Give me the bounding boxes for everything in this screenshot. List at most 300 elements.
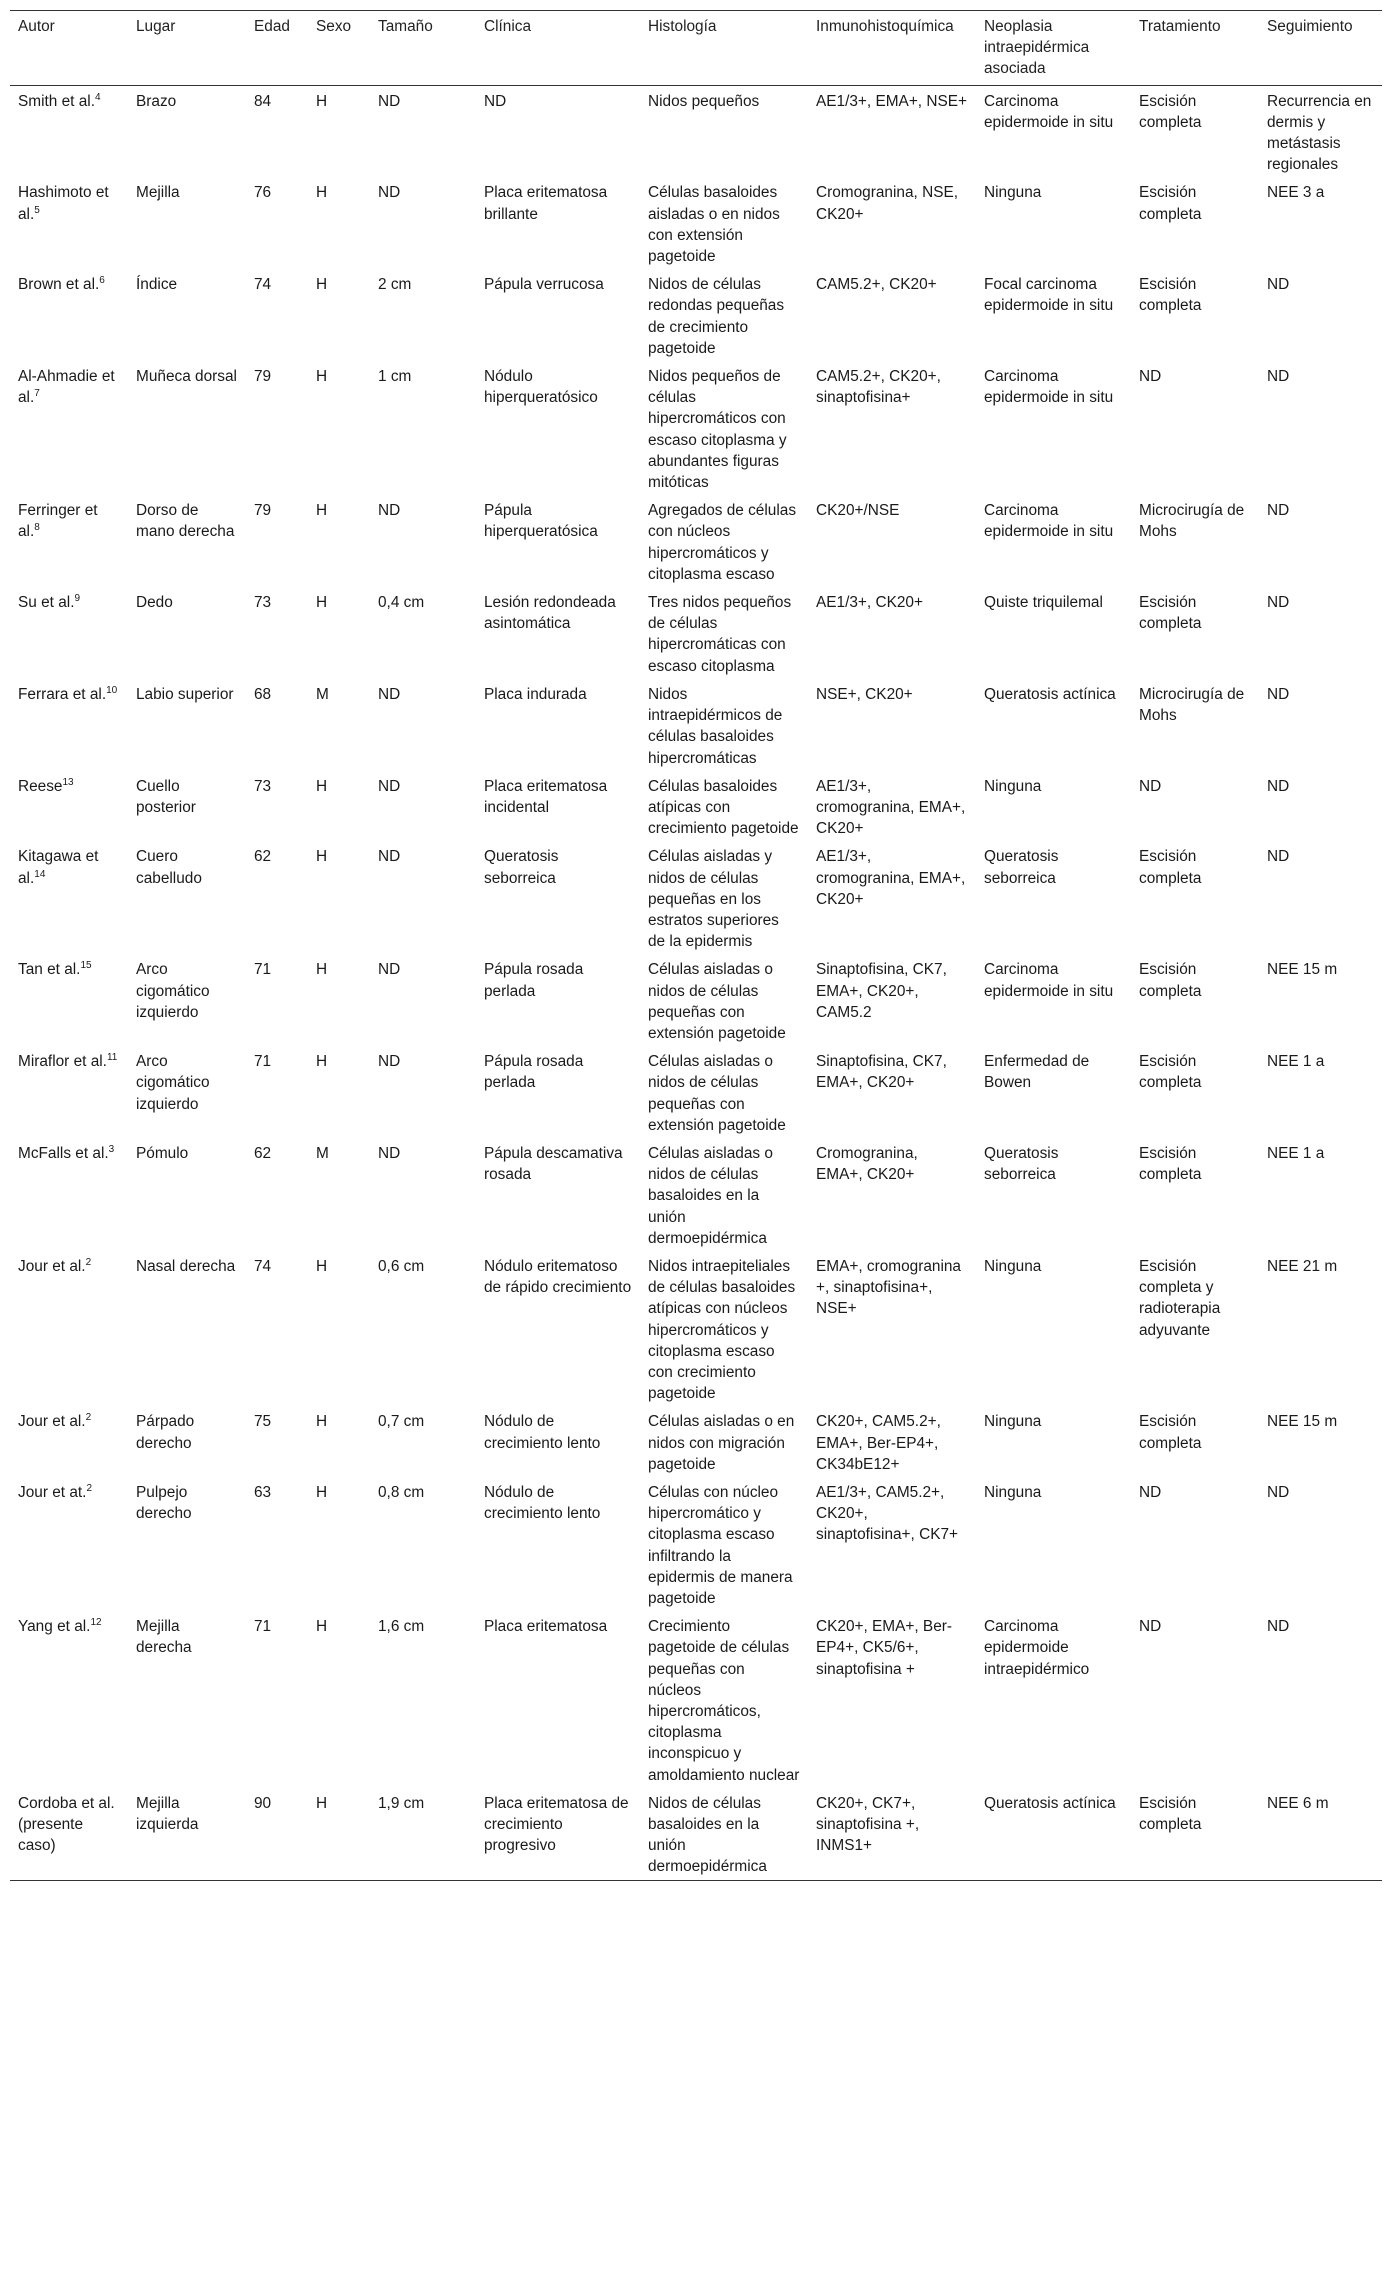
cell-edad-text: 62 (254, 848, 272, 866)
cell-clinica (476, 587, 640, 679)
cell-histologia (640, 587, 808, 679)
table-row (10, 177, 1382, 269)
cell-neoplasia (976, 679, 1131, 771)
cell-inmunohistoquimica (808, 1046, 976, 1138)
cell-autor (10, 361, 128, 495)
cell-lugar (128, 1138, 246, 1251)
cell-autor-text: Ferringer et al. (18, 502, 98, 541)
cell-histologia (640, 1477, 808, 1611)
cell-sexo-text: H (316, 502, 328, 520)
cell-lugar-text: Arco cigomático izquierdo (136, 961, 210, 1021)
reference-number: 5 (34, 204, 40, 216)
reference-number: 15 (80, 960, 92, 972)
cell-lugar (128, 771, 246, 842)
reference-number: 13 (62, 776, 74, 788)
cell-histologia-text: Células aisladas o nidos de células pequeñas con extensión pagetoide (648, 961, 786, 1042)
cell-tratamiento-text: Escisión completa (1139, 276, 1202, 315)
cell-autor (10, 771, 128, 842)
cell-autor-text: Reese (18, 777, 63, 795)
cell-tamano-text: ND (378, 685, 401, 703)
cell-edad (246, 1138, 308, 1251)
cell-tamano-text: ND (378, 848, 401, 866)
cell-clinica-text: Placa eritematosa incidental (484, 777, 608, 816)
cell-sexo-text: H (316, 368, 328, 386)
cell-sexo-text: H (316, 848, 328, 866)
cell-histologia-text: Células basaloides aisladas o en nidos con extensión pagetoide (648, 184, 780, 266)
table-row (10, 841, 1382, 954)
cell-neoplasia (976, 495, 1131, 587)
cell-tratamiento (1131, 954, 1259, 1046)
cell-seguimiento (1259, 1046, 1382, 1138)
cell-tratamiento-text: ND (1139, 777, 1162, 795)
cell-inmunohistoquimica-text: CK20+, EMA+, Ber-EP4+, CK5/6+, sinaptofisina + (816, 1618, 953, 1678)
cell-seguimiento-text: Recurrencia en dermis y metástasis regionales (1267, 92, 1372, 174)
col-header-tamano: Tamaño (378, 18, 433, 35)
cell-inmunohistoquimica (808, 771, 976, 842)
cell-inmunohistoquimica-text: AE1/3+, EMA+, NSE+ (816, 92, 967, 110)
col-header-tratamiento: Tratamiento (1139, 18, 1221, 35)
cell-autor (10, 269, 128, 361)
cell-histologia-text: Nidos intraepidérmicos de células basaloides hipercromáticas (648, 685, 783, 767)
cell-neoplasia-text: Carcinoma epidermoide in situ (984, 502, 1114, 541)
cell-lugar (128, 587, 246, 679)
cell-histologia (640, 361, 808, 495)
table-row (10, 361, 1382, 495)
cell-sexo-text: H (316, 961, 328, 979)
cell-tratamiento (1131, 841, 1259, 954)
cell-tamano (370, 841, 476, 954)
cell-sexo (308, 1406, 370, 1477)
cell-edad (246, 1251, 308, 1406)
cell-autor (10, 1138, 128, 1251)
cell-inmunohistoquimica (808, 841, 976, 954)
cell-lugar-text: Muñeca dorsal (136, 368, 237, 386)
cell-inmunohistoquimica-text: AE1/3+, cromogranina, EMA+, CK20+ (816, 848, 966, 908)
cell-neoplasia (976, 177, 1131, 269)
cell-autor-text: Jour et at. (18, 1484, 87, 1501)
cell-inmunohistoquimica (808, 679, 976, 771)
cell-inmunohistoquimica-text: Sinaptofisina, CK7, EMA+, CK20+, CAM5.2 (816, 961, 947, 1021)
cell-neoplasia-text: Enfermedad de Bowen (984, 1053, 1090, 1092)
cell-clinica-text: Pápula hiperqueratósica (484, 502, 598, 541)
cell-seguimiento (1259, 1611, 1382, 1788)
cell-sexo-text: H (316, 1053, 328, 1071)
cell-histologia (640, 841, 808, 954)
cell-tamano (370, 1788, 476, 1880)
cell-sexo (308, 1138, 370, 1251)
cell-neoplasia-text: Queratosis seborreica (984, 1144, 1059, 1184)
cell-histologia (640, 679, 808, 771)
cell-tamano-text: ND (378, 184, 401, 202)
cell-tratamiento-text: Escisión completa (1139, 184, 1202, 223)
cell-sexo (308, 1046, 370, 1138)
cell-seguimiento-text: ND (1267, 502, 1290, 520)
cell-clinica (476, 1611, 640, 1788)
cell-neoplasia-text: Ninguna (984, 1413, 1042, 1431)
reference-number: 2 (85, 1412, 92, 1424)
cell-seguimiento-text: NEE 1 a (1267, 1053, 1325, 1071)
cell-histologia (640, 1406, 808, 1477)
cell-seguimiento-text: ND (1267, 685, 1290, 703)
cell-edad (246, 269, 308, 361)
reference-number: 8 (34, 522, 40, 534)
cell-tratamiento-text: ND (1139, 368, 1162, 386)
cell-tamano (370, 1251, 476, 1406)
cell-tratamiento-text: Escisión completa (1139, 1413, 1202, 1452)
cell-lugar-text: Dedo (136, 594, 173, 612)
cell-tratamiento-text: Escisión completa (1139, 848, 1202, 887)
cell-histologia (640, 1251, 808, 1406)
cell-tratamiento (1131, 771, 1259, 842)
col-header-clinica: Clínica (484, 18, 532, 35)
cell-lugar (128, 954, 246, 1046)
table-row (10, 85, 1382, 177)
cell-tratamiento (1131, 361, 1259, 495)
cell-seguimiento-text: ND (1267, 777, 1290, 795)
cell-clinica (476, 1406, 640, 1477)
cell-clinica (476, 269, 640, 361)
cell-tratamiento (1131, 177, 1259, 269)
cell-tamano-text: ND (378, 92, 401, 110)
cell-inmunohistoquimica (808, 1788, 976, 1880)
cell-seguimiento (1259, 1138, 1382, 1251)
reference-number: 3 (108, 1143, 115, 1155)
cell-neoplasia (976, 587, 1131, 679)
cell-tratamiento-text: Escisión completa (1139, 1144, 1202, 1184)
cell-edad (246, 679, 308, 771)
cell-lugar-text: Cuello posterior (136, 777, 196, 816)
cell-lugar-text: Párpado derecho (136, 1413, 195, 1452)
cell-histologia (640, 1611, 808, 1788)
cell-sexo-text: M (316, 685, 329, 703)
cell-edad (246, 85, 308, 177)
cell-autor-text: Tan et al. (18, 961, 81, 979)
cell-histologia-text: Nidos pequeños de células hipercromáticos con escaso citoplasma y abundantes figuras mitóticas (648, 368, 787, 492)
table-row (10, 954, 1382, 1046)
cell-tamano (370, 269, 476, 361)
cell-clinica-text: Nódulo de crecimiento lento (484, 1413, 601, 1452)
cell-autor-text: Miraflor et al. (18, 1053, 107, 1071)
cell-neoplasia-text: Carcinoma epidermoide in situ (984, 961, 1114, 1000)
reference-number: 9 (74, 592, 81, 604)
reference-number: 2 (85, 1256, 92, 1268)
cell-histologia (640, 1138, 808, 1251)
cell-clinica-text: Placa eritematosa de crecimiento progresivo (484, 1794, 629, 1855)
cell-tratamiento-text: Escisión completa (1139, 594, 1202, 633)
reference-number: 12 (90, 1617, 102, 1629)
cell-clinica-text: Pápula verrucosa (484, 276, 604, 294)
cell-edad (246, 954, 308, 1046)
cell-inmunohistoquimica-text: CK20+/NSE (816, 502, 900, 520)
cell-autor (10, 495, 128, 587)
cell-edad-text: 79 (254, 502, 272, 520)
cell-neoplasia (976, 1611, 1131, 1788)
cell-edad-text: 71 (254, 1053, 272, 1071)
cell-neoplasia-text: Ninguna (984, 184, 1042, 202)
cell-autor (10, 679, 128, 771)
cell-edad-text: 74 (254, 276, 272, 294)
cell-seguimiento-text: ND (1267, 848, 1290, 866)
cell-inmunohistoquimica (808, 361, 976, 495)
cell-seguimiento-text: NEE 15 m (1267, 1413, 1338, 1431)
table-row (10, 495, 1382, 587)
cell-lugar (128, 679, 246, 771)
cell-edad-text: 76 (254, 184, 272, 202)
cell-neoplasia-text: Carcinoma epidermoide intraepidérmico (984, 1618, 1090, 1678)
cell-tamano (370, 771, 476, 842)
cell-autor-text: Hashimoto et al. (18, 184, 109, 223)
cell-tamano-text: ND (378, 502, 401, 520)
cell-autor-text: Kitagawa et al. (18, 848, 99, 887)
cell-inmunohistoquimica (808, 1251, 976, 1406)
cell-tratamiento (1131, 495, 1259, 587)
cell-sexo (308, 495, 370, 587)
reference-number: 10 (106, 684, 118, 696)
col-header-sexo: Sexo (316, 18, 352, 35)
cell-lugar-text: Pulpejo derecho (136, 1484, 192, 1523)
cell-tamano-text: ND (378, 1144, 401, 1162)
table-body (10, 85, 1382, 1880)
cell-tratamiento (1131, 1406, 1259, 1477)
cell-clinica-text: Queratosis seborreica (484, 848, 559, 887)
cell-edad-text: 68 (254, 685, 272, 703)
cell-autor-text: Jour et al. (18, 1413, 86, 1431)
cell-tratamiento (1131, 1477, 1259, 1611)
cell-histologia (640, 771, 808, 842)
cell-seguimiento-text: ND (1267, 1484, 1290, 1501)
cell-tamano-text: 0,6 cm (378, 1257, 425, 1275)
col-header-neoplasia: Neoplasia intraepidérmica asociada (984, 18, 1090, 78)
table-row (10, 771, 1382, 842)
cell-clinica (476, 495, 640, 587)
cell-neoplasia-text: Ninguna (984, 1257, 1042, 1275)
cell-lugar-text: Mejilla izquierda (136, 1794, 199, 1834)
cell-histologia-text: Células aisladas o nidos de células basaloides en la unión dermoepidérmica (648, 1144, 773, 1247)
cell-seguimiento (1259, 679, 1382, 771)
cell-tratamiento-text: Microcirugía de Mohs (1139, 502, 1245, 541)
cell-autor-text: McFalls et al. (18, 1144, 109, 1162)
cell-sexo (308, 771, 370, 842)
cell-neoplasia (976, 85, 1131, 177)
cell-inmunohistoquimica-text: AE1/3+, CK20+ (816, 594, 923, 612)
cell-inmunohistoquimica (808, 1611, 976, 1788)
cell-neoplasia (976, 1138, 1131, 1251)
cell-sexo-text: H (316, 92, 328, 110)
cell-clinica-text: ND (484, 92, 507, 110)
cell-lugar-text: Mejilla derecha (136, 1618, 192, 1657)
cell-autor-text: Smith et al. (18, 92, 95, 110)
col-header-seguimiento: Seguimiento (1267, 18, 1353, 35)
cell-autor (10, 1406, 128, 1477)
cell-edad-text: 84 (254, 92, 272, 110)
cell-seguimiento (1259, 85, 1382, 177)
cell-neoplasia (976, 954, 1131, 1046)
cell-tamano-text: ND (378, 1053, 401, 1071)
cell-histologia-text: Células aisladas o nidos de células pequeñas con extensión pagetoide (648, 1053, 786, 1134)
cell-edad (246, 1477, 308, 1611)
cell-seguimiento (1259, 1788, 1382, 1880)
reference-number: 14 (34, 868, 46, 880)
reference-number: 6 (99, 275, 105, 287)
cell-neoplasia (976, 771, 1131, 842)
cell-sexo-text: H (316, 1618, 328, 1636)
table-row (10, 679, 1382, 771)
cell-lugar (128, 1788, 246, 1880)
cell-clinica-text: Placa eritematosa brillante (484, 184, 608, 223)
cell-clinica (476, 841, 640, 954)
cell-tamano (370, 1046, 476, 1138)
table-row (10, 587, 1382, 679)
cell-tamano-text: ND (378, 961, 401, 979)
cell-tamano (370, 1138, 476, 1251)
cell-seguimiento-text: NEE 3 a (1267, 184, 1325, 202)
cell-sexo (308, 269, 370, 361)
cell-edad (246, 1046, 308, 1138)
cell-edad (246, 587, 308, 679)
cell-clinica (476, 771, 640, 842)
cell-inmunohistoquimica-text: Sinaptofisina, CK7, EMA+, CK20+ (816, 1053, 947, 1092)
cell-edad-text: 73 (254, 777, 272, 795)
col-header-autor: Autor (18, 18, 55, 35)
cell-inmunohistoquimica-text: CK20+, CAM5.2+, EMA+, Ber-EP4+, CK34bE12+ (816, 1413, 941, 1473)
cell-seguimiento (1259, 1477, 1382, 1611)
cell-sexo-text: H (316, 276, 328, 294)
cell-edad (246, 1406, 308, 1477)
cell-seguimiento (1259, 495, 1382, 587)
cell-histologia-text: Nidos intraepiteliales de células basaloides atípicas con núcleos hipercromáticos y citoplasma escaso con crecimiento pagetoide (648, 1257, 796, 1403)
cell-inmunohistoquimica (808, 177, 976, 269)
cell-lugar-text: Pómulo (136, 1144, 189, 1162)
cell-tamano-text: 1 cm (378, 368, 412, 386)
reference-number: 11 (106, 1052, 118, 1064)
cell-tamano (370, 177, 476, 269)
cell-autor (10, 587, 128, 679)
cell-autor-text: Ferrara et al. (18, 685, 107, 703)
cell-autor (10, 841, 128, 954)
cell-tratamiento-text: ND (1139, 1484, 1162, 1501)
table-row (10, 1251, 1382, 1406)
cell-neoplasia-text: Carcinoma epidermoide in situ (984, 368, 1114, 407)
cell-histologia-text: Crecimiento pagetoide de células pequeñas con núcleos hipercromáticos, citoplasma inconspicuo y amoldamiento nuclear (648, 1618, 800, 1784)
cell-neoplasia (976, 1406, 1131, 1477)
cell-neoplasia (976, 1046, 1131, 1138)
reference-number: 2 (86, 1482, 93, 1494)
cell-inmunohistoquimica-text: Cromogranina, EMA+, CK20+ (816, 1144, 918, 1184)
cell-autor-text: Cordoba et al. (presente caso) (18, 1794, 115, 1855)
cell-edad (246, 1611, 308, 1788)
cell-inmunohistoquimica-text: CK20+, CK7+, sinaptofisina +, INMS1+ (816, 1794, 920, 1855)
cell-sexo-text: H (316, 1484, 328, 1501)
cell-tratamiento-text: Escisión completa y radioterapia adyuvante (1139, 1257, 1221, 1339)
cell-sexo (308, 1788, 370, 1880)
cell-autor-text: Al-Ahmadie et al. (18, 368, 115, 407)
cell-lugar (128, 177, 246, 269)
cell-tratamiento-text: Microcirugía de Mohs (1139, 685, 1245, 725)
cell-lugar (128, 495, 246, 587)
cell-lugar (128, 1611, 246, 1788)
cell-sexo-text: H (316, 1257, 328, 1275)
cell-tratamiento-text: Escisión completa (1139, 961, 1202, 1000)
cell-clinica-text: Placa eritematosa (484, 1618, 608, 1636)
cell-histologia (640, 1788, 808, 1880)
cell-sexo (308, 587, 370, 679)
cell-tratamiento (1131, 1138, 1259, 1251)
cell-autor (10, 1611, 128, 1788)
cell-inmunohistoquimica-text: AE1/3+, CAM5.2+, CK20+, sinaptofisina+, CK7+ (816, 1484, 959, 1544)
cell-seguimiento-text: NEE 1 a (1267, 1144, 1325, 1162)
cell-edad-text: 62 (254, 1144, 272, 1162)
cell-seguimiento (1259, 841, 1382, 954)
cell-clinica-text: Pápula rosada perlada (484, 1053, 584, 1092)
cell-inmunohistoquimica-text: Cromogranina, NSE, CK20+ (816, 184, 958, 223)
cell-sexo (308, 679, 370, 771)
cell-clinica (476, 1788, 640, 1880)
cell-tamano (370, 85, 476, 177)
cell-neoplasia (976, 841, 1131, 954)
cell-lugar (128, 841, 246, 954)
cell-histologia (640, 269, 808, 361)
cell-seguimiento (1259, 587, 1382, 679)
cell-autor (10, 1251, 128, 1406)
cell-tratamiento (1131, 1251, 1259, 1406)
cell-seguimiento (1259, 177, 1382, 269)
cell-tamano (370, 954, 476, 1046)
cell-edad (246, 495, 308, 587)
cell-histologia (640, 954, 808, 1046)
cell-edad-text: 73 (254, 594, 272, 612)
cell-autor (10, 85, 128, 177)
cell-sexo-text: H (316, 594, 328, 612)
cell-seguimiento-text: ND (1267, 1618, 1290, 1636)
cell-lugar-text: Cuero cabelludo (136, 848, 202, 887)
cell-clinica (476, 1046, 640, 1138)
cell-neoplasia (976, 361, 1131, 495)
cell-tratamiento (1131, 1611, 1259, 1788)
cell-neoplasia (976, 269, 1131, 361)
cell-seguimiento (1259, 1251, 1382, 1406)
cell-clinica-text: Placa indurada (484, 685, 587, 703)
cell-tamano-text: 1,9 cm (378, 1794, 425, 1812)
cell-neoplasia (976, 1477, 1131, 1611)
cell-neoplasia-text: Queratosis actínica (984, 1794, 1116, 1812)
cell-lugar (128, 1251, 246, 1406)
cell-lugar-text: Nasal derecha (136, 1257, 236, 1275)
cell-inmunohistoquimica-text: EMA+, cromogranina +, sinaptofisina+, NSE+ (816, 1257, 961, 1318)
cell-lugar-text: Dorso de mano derecha (136, 502, 235, 541)
cell-clinica-text: Nódulo de crecimiento lento (484, 1484, 601, 1523)
cell-histologia (640, 177, 808, 269)
cell-lugar (128, 1046, 246, 1138)
cell-clinica-text: Pápula descamativa rosada (484, 1144, 623, 1184)
cell-inmunohistoquimica (808, 495, 976, 587)
cell-clinica (476, 1477, 640, 1611)
cell-seguimiento (1259, 954, 1382, 1046)
cell-inmunohistoquimica (808, 1406, 976, 1477)
cell-autor (10, 1788, 128, 1880)
cell-autor (10, 1046, 128, 1138)
col-header-lugar: Lugar (136, 18, 176, 35)
col-header-inmunohistoquimica: Inmunohistoquímica (816, 18, 954, 35)
cell-tratamiento (1131, 679, 1259, 771)
cell-sexo-text: H (316, 1794, 328, 1812)
cell-inmunohistoquimica (808, 1477, 976, 1611)
cell-inmunohistoquimica-text: CAM5.2+, CK20+ (816, 276, 937, 294)
cell-autor-text: Yang et al. (18, 1618, 91, 1636)
cell-histologia-text: Nidos pequeños (648, 92, 760, 110)
cell-sexo-text: H (316, 184, 328, 202)
cell-edad (246, 177, 308, 269)
table-row (10, 269, 1382, 361)
